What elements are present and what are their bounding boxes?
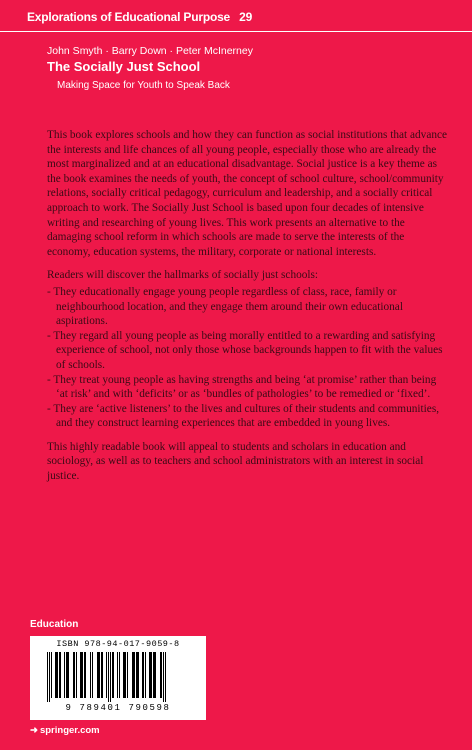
- barcode-bar: [123, 652, 126, 698]
- barcode-bar: [132, 652, 135, 698]
- barcode-bar: [101, 652, 103, 698]
- isbn-barcode: [30, 636, 206, 720]
- hallmark-item: - They regard all young people as being morally entitled to a rewarding and satisfying experience of school, not only those whose backgrounds happen to fit with the values of schools.: [47, 329, 447, 373]
- blurb-paragraph: This book explores schools and how they can function as social institutions that advance the interests and life chances of all young people, especially those who are already the most marginalized and at an educational disadvantage. Social justice is a key theme as the book examines the needs of youth, the concept of school culture, school/community relations, socially critical pedagogy, curriculum and leadership, and a socially critical approach to work. The Socially Just School is based upon four decades of intensive writing and researching of young lives. This work presents an alternative to the damaging school reform in which schools are made to serve the interests of the economy, education systems, the military, corporate or national interests.: [47, 129, 448, 258]
- series-divider: [0, 31, 472, 32]
- barcode-bar: [80, 652, 83, 698]
- hallmarks-list: [47, 285, 447, 431]
- barcode-bar: [110, 652, 111, 702]
- barcode-bar: [136, 652, 139, 698]
- series-name: Explorations of Educational Purpose: [27, 10, 231, 24]
- barcode-bar: [92, 652, 93, 698]
- isbn-label: ISBN 978-94-017-9059-8: [56, 639, 180, 649]
- series-volume: 29: [239, 10, 253, 24]
- subject-category: Education: [30, 619, 79, 630]
- barcode-bar: [165, 652, 166, 702]
- barcode-bar: [163, 652, 164, 702]
- barcode-bar: [149, 652, 152, 698]
- arrow-right-icon: ➜: [30, 725, 38, 736]
- barcode-bar: [160, 652, 162, 698]
- barcode-bar: [59, 652, 61, 698]
- book-subtitle: Making Space for Youth to Speak Back: [57, 80, 230, 91]
- barcode-bar: [73, 652, 75, 698]
- barcode-bar: [145, 652, 146, 698]
- ean-digits: 9 789401 790598: [65, 703, 171, 713]
- barcode-bar: [84, 652, 86, 698]
- hallmark-item: - They educationally engage young people regardless of class, race, family or neighbourhood location, and they engage them around their own educational aspirations.: [47, 285, 447, 329]
- barcode-bar: [64, 652, 65, 698]
- blurb: [47, 128, 447, 493]
- barcode-bar: [127, 652, 128, 698]
- barcode-bar: [153, 652, 156, 698]
- publisher-name: springer.com: [39, 725, 100, 736]
- barcode-bar: [55, 652, 58, 698]
- barcode-bar: [112, 652, 114, 698]
- series-heading: [27, 10, 252, 24]
- barcode-bars: [43, 652, 193, 702]
- barcode-bar: [106, 652, 107, 698]
- barcode-bar: [51, 652, 52, 698]
- publisher-link[interactable]: [30, 725, 100, 736]
- book-authors: John Smyth · Barry Down · Peter McInerney: [47, 45, 253, 57]
- hallmark-item: - They treat young people as having strengths and being ‘at promise’ rather than being ‘at risk’ and with ‘deficits’ or as ‘bundles of pathologies’ to be remedied or ‘fixed’.: [47, 373, 447, 402]
- barcode-bar: [90, 652, 91, 698]
- barcode-bar: [49, 652, 50, 702]
- hallmarks-intro: Readers will discover the hallmarks of socially just schools:: [47, 269, 319, 282]
- barcode-bar: [76, 652, 77, 698]
- barcode-bar: [108, 652, 109, 702]
- closing-paragraph: This highly readable book will appeal to students and scholars in education and sociology, as well as to teachers and school administrators with an interest in social justice.: [47, 440, 424, 483]
- book-title: The Socially Just School: [47, 59, 201, 74]
- barcode-bar: [117, 652, 118, 698]
- hallmark-item: - They are ‘active listeners’ to the lives and cultures of their students and communities, and they construct learning experiences that are embedded in young lives.: [47, 402, 447, 431]
- barcode-bar: [47, 652, 48, 702]
- barcode-bar: [119, 652, 120, 698]
- barcode-bar: [142, 652, 144, 698]
- barcode-bar: [66, 652, 69, 698]
- barcode-bar: [97, 652, 100, 698]
